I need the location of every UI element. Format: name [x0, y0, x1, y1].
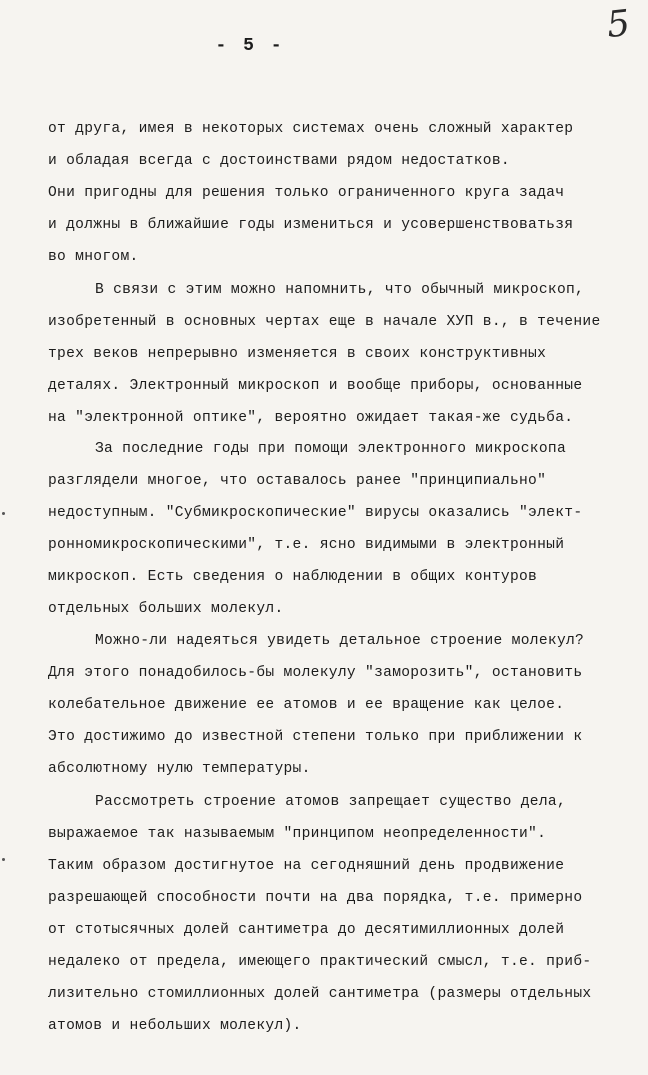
text-line: В связи с этим можно напомнить, что обычный микроскоп, — [95, 282, 585, 298]
margin-mark — [2, 512, 5, 515]
text-line: Это достижимо до известной степени только при приближении к — [48, 729, 583, 745]
text-line: во многом. — [48, 249, 139, 265]
text-line: абсолютному нулю температуры. — [48, 761, 311, 777]
text-line: Таким образом достигнутое на сегодняшний день продвижение — [48, 858, 565, 874]
text-line: отдельных больших молекул. — [48, 601, 284, 617]
text-line: ронномикроскопическими", т.е. ясно видимыми в электронный — [48, 537, 565, 553]
text-line: атомов и небольших молекул). — [48, 1018, 302, 1034]
text-line: Они пригодны для решения только ограниченного круга задач — [48, 185, 565, 201]
text-line: За последние годы при помощи электронного микроскопа — [95, 441, 566, 457]
text-line: трех веков непрерывно изменяется в своих конструктивных — [48, 346, 547, 362]
text-line: разрешающей способности почти на два порядка, т.е. примерно — [48, 890, 583, 906]
text-line: недалеко от предела, имеющего практический смысл, т.е. приб- — [48, 954, 592, 970]
text-line: деталях. Электронный микроскоп и вообще приборы, основанные — [48, 378, 583, 394]
text-line: колебательное движение ее атомов и ее вращение как целое. — [48, 697, 565, 713]
text-line: недоступным. "Субмикроскопические" вирусы оказались "элект- — [48, 505, 583, 521]
text-line: и должны в ближайшие годы измениться и усовершенствоватьзя — [48, 217, 574, 233]
text-line: Для этого понадобилось-бы молекулу "заморозить", остановить — [48, 665, 583, 681]
text-line: изобретенный в основных чертах еще в начале ХУП в., в течение — [48, 314, 601, 330]
text-line: микроскоп. Есть сведения о наблюдении в общих контуров — [48, 569, 538, 585]
text-line: Рассмотреть строение атомов запрещает существо дела, — [95, 794, 566, 810]
text-line: лизительно стомиллионных долей сантиметра (размеры отдельных — [48, 986, 592, 1002]
text-line: от стотысячных долей сантиметра до десятимиллионных долей — [48, 922, 565, 938]
text-line: выражаемое так называемым "принципом неопределенности". — [48, 826, 547, 842]
text-line: Можно-ли надеяться увидеть детальное строение молекул? — [95, 633, 585, 649]
text-line: от друга, имея в некоторых системах очень сложный характер — [48, 121, 574, 137]
handwritten-page-number: 5 — [605, 2, 633, 47]
text-line: разглядели многое, что оставалось ранее "принципиально" — [48, 473, 547, 489]
text-line: и обладая всегда с достоинствами рядом недостатков. — [48, 153, 510, 169]
page-number: - 5 - — [215, 36, 285, 56]
margin-mark — [2, 858, 5, 861]
text-line: на "электронной оптике", вероятно ожидает такая-же судьба. — [48, 410, 574, 426]
